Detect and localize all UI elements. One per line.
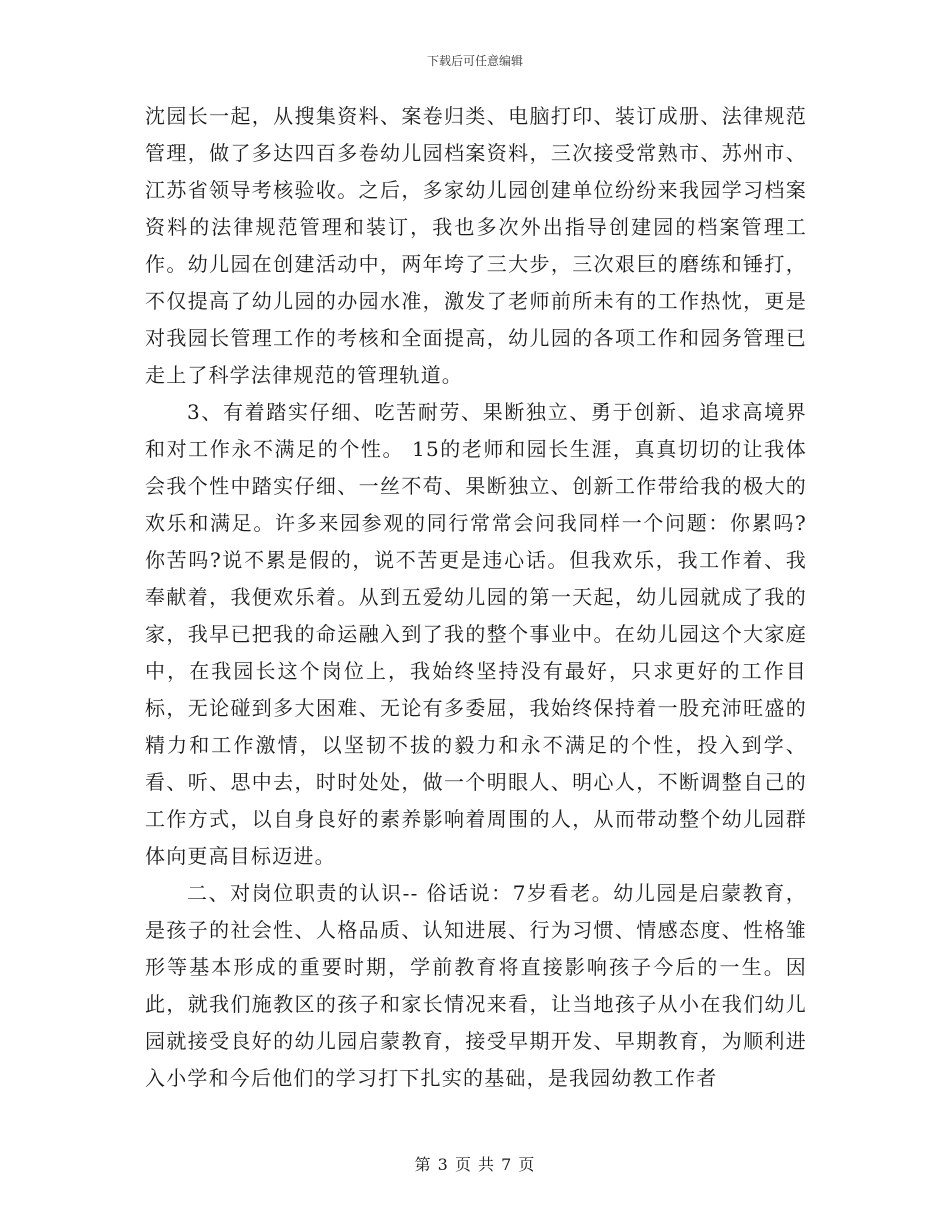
paragraph-personality: 3、有着踏实仔细、吃苦耐劳、果断独立、勇于创新、追求高境界和对工作永不满足的个性。 15的老师和园长生涯，真真切切的让我体会我个性中踏实仔细、一丝不苟、果断独立、创新工作带给我的极大的欢乐和满足。许多来园参观的同行常常会问我同样一个问题：你累吗?你苦吗?说不累是假的，说不苦更是违心话。但我欢乐，我工作着、我奉献着，我便欢乐着。从到五爱幼儿园的第一天起，幼儿园就成了我的家，我早已把我的命运融入到了我的整个事业中。在幼儿园这个大家庭中，在我园长这个岗位上，我始终坚持没有最好，只求更好的工作目标，无论碰到多大困难、无论有多委屈，我始终保持着一股充沛旺盛的精力和工作激情，以坚韧不拔的毅力和永不满足的个性，投入到学、看、听、思中去，时时处处，做一个明眼人、明心人，不断调整自己的工作方式，以自身良好的素养影响着周围的人，从而带动整个幼儿园群体向更高目标迈进。 <box>145 400 807 868</box>
page-number-footer: 第 3 页 共 7 页 <box>414 1155 536 1174</box>
page-header: 下载后可任意编辑 <box>426 54 523 68</box>
paragraph-job-responsibility: 二、对岗位职责的认识-- 俗话说：7岁看老。幼儿园是启蒙教育，是孩子的社会性、人格品质、认知进展、行为习惯、情感态度、性格雏形等基本形成的重要时期，学前教育将直接影响孩子今后的一生。因此，就我们施教区的孩子和家长情况来看，让当地孩子从小在我们幼儿园就接受良好的幼儿园启蒙教育，接受早期开发、早期教育，为顺利进入小学和今后他们的学习打下扎实的基础，是我园幼教工作者 <box>145 881 807 1090</box>
paragraph-continuation: 沈园长一起，从搜集资料、案卷归类、电脑打印、装订成册、法律规范管理，做了多达四百多卷幼儿园档案资料，三次接受常熟市、苏州市、江苏省领导考核验收。之后，多家幼儿园创建单位纷纷来我园学习档案资料的法律规范管理和装订，我也多次外出指导创建园的档案管理工作。幼儿园在创建活动中，两年垮了三大步，三次艰巨的磨练和锤打，不仅提高了幼儿园的办园水准，激发了老师前所未有的工作热忱，更是对我园长管理工作的考核和全面提高，幼儿园的各项工作和园务管理已走上了科学法律规范的管理轨道。 <box>145 104 807 387</box>
document-body <box>145 98 807 1097</box>
